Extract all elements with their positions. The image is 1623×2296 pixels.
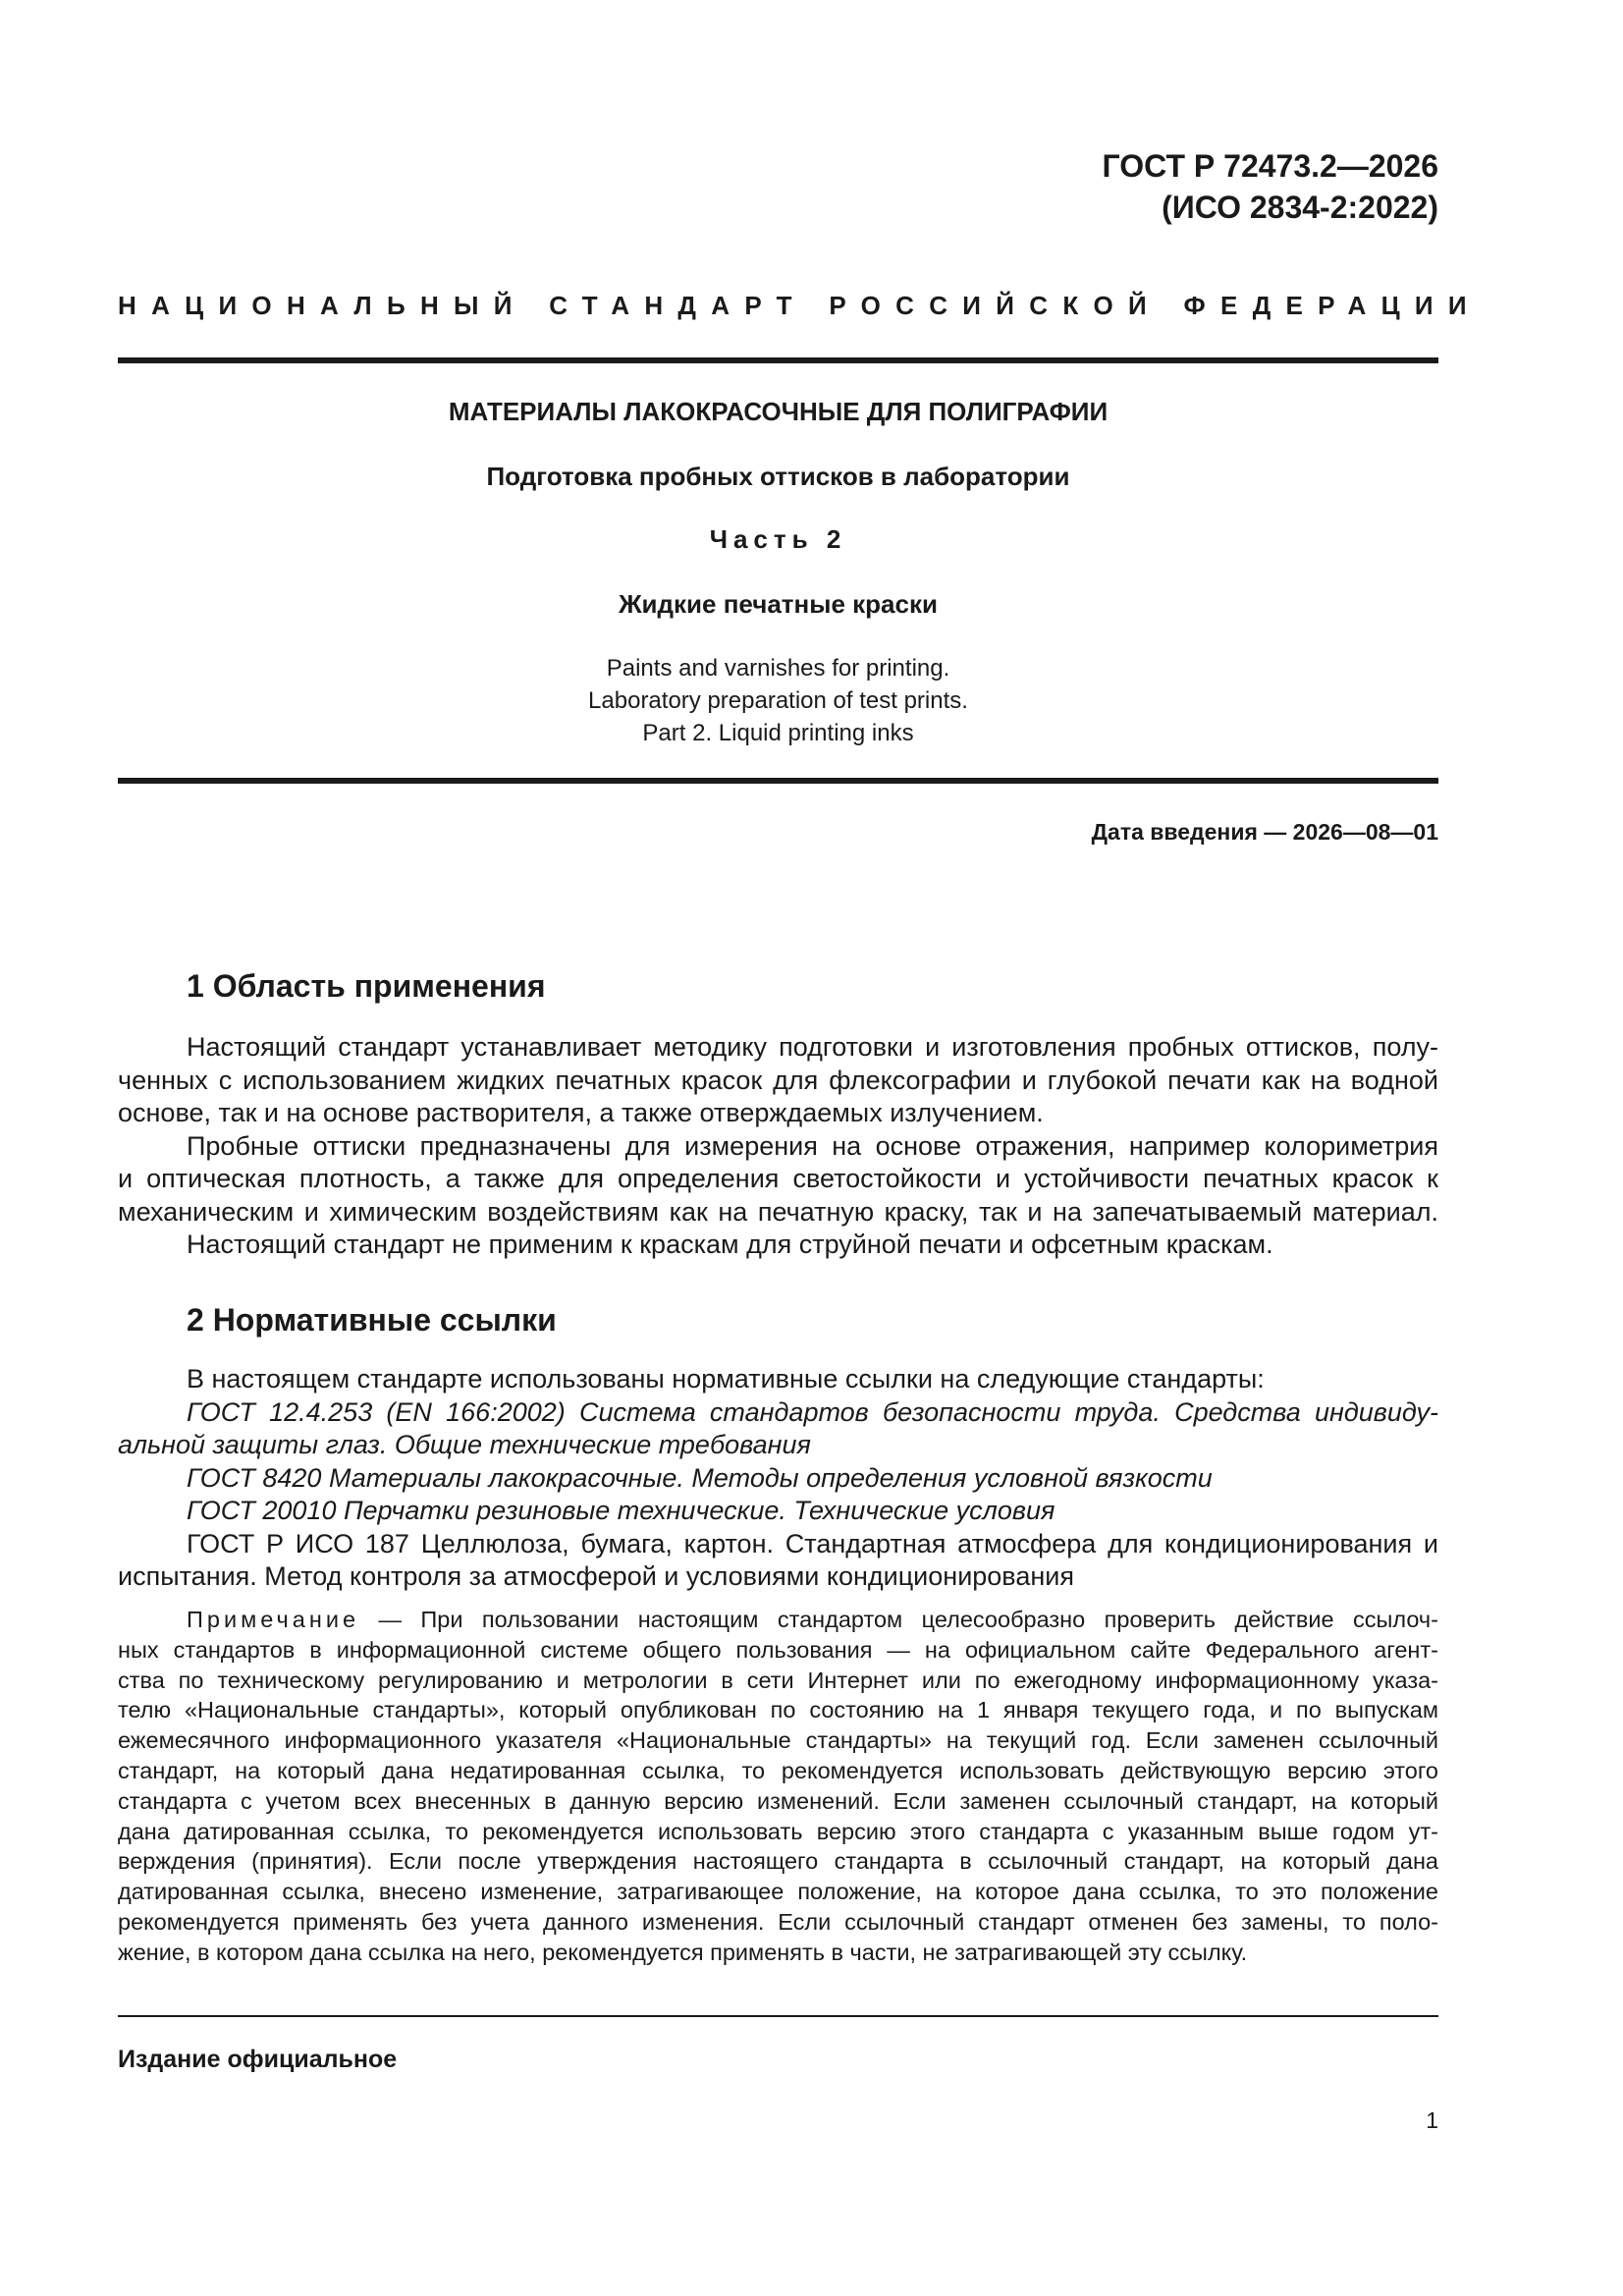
document-title: МАТЕРИАЛЫ ЛАКОКРАСОЧНЫЕ ДЛЯ ПОЛИГРАФИИ <box>448 397 1109 426</box>
note-line: жение, в котором дана ссылка на него, рекомендуется применять в части, не затрагивающей эту ссылку. <box>118 1939 1248 1965</box>
note-line: стандарта с учетом всех внесенных в данную версию изменений. Если заменен ссылочный стандарт, на который <box>118 1787 1438 1814</box>
section-2-body <box>118 1363 1438 1594</box>
reference-line: ГОСТ 20010 Перчатки резиновые технические. Технические условия <box>187 1496 1055 1525</box>
reference-line: ГОСТ 8420 Материалы лакокрасочные. Методы определения условной вязкости <box>187 1462 1213 1493</box>
english-title-line: Paints and varnishes for printing. <box>606 655 950 682</box>
english-title-line: Part 2. Liquid printing inks <box>642 720 914 746</box>
english-title <box>118 652 1438 749</box>
paragraph-line: механическим и химическим воздействиям как на печатную краску, так и на запечатываемый материал. <box>118 1196 1438 1227</box>
section-1-body <box>118 1031 1438 1262</box>
iso-number: (ИСО 2834-2:2022) <box>1162 190 1438 225</box>
paragraph-line: основе, так и на основе растворителя, а также отверждаемых излучением. <box>118 1098 1044 1127</box>
reference-line: альной защиты глаз. Общие технические требования <box>118 1430 811 1459</box>
document-subtitle: Подготовка пробных оттисков в лаборатории <box>486 462 1070 491</box>
note-line: датированная ссылка, внесено изменение, затрагивающее положение, на которое дана ссылка, то это положение <box>118 1879 1438 1905</box>
gost-number: ГОСТ Р 72473.2—2026 <box>1102 148 1438 184</box>
footer-rule <box>118 2015 1438 2017</box>
title-rule <box>118 778 1438 784</box>
paragraph-line: Настоящий стандарт устанавливает методику подготовки и изготовления пробных оттисков, полу- <box>187 1032 1438 1062</box>
paragraph-line: и оптическая плотность, а также для определения светостойкости и устойчивости печатных красок к <box>118 1164 1438 1193</box>
note-line: дана датированная ссылка, то рекомендуется использовать версию этого стандарта с указанным выше годом ут- <box>118 1818 1438 1844</box>
reference-line: ГОСТ Р ИСО 187 Целлюлоза, бумага, картон. Стандартная атмосфера для кондиционирования и <box>187 1528 1438 1558</box>
paragraph-line: В настоящем стандарте использованы нормативные ссылки на следующие стандарты: <box>187 1364 1265 1394</box>
note-line: ежемесячного информационного указателя «Национальные стандарты» на текущий год. Если заменен ссылочный <box>118 1727 1438 1754</box>
note-line: ных стандартов в информационной системе общего пользования — на официальном сайте Федерального агент- <box>118 1636 1438 1663</box>
part-number: Часть 2 <box>709 524 847 554</box>
page-number: 1 <box>1426 2107 1438 2133</box>
note-text: — При пользовании настоящим стандартом целесообразно проверить действие ссылоч- <box>359 1607 1438 1632</box>
reference-line: испытания. Метод контроля за атмосферой и условиями кондиционирования <box>118 1561 1074 1591</box>
reference-line: ГОСТ 12.4.253 (EN 166:2002) Система стандартов безопасности труда. Средства индивиду- <box>187 1396 1438 1427</box>
note-line: рекомендуется применять без учета данного изменения. Если ссылочный стандарт отменен без замены, то поло- <box>118 1908 1438 1935</box>
section-2-heading: 2 Нормативные ссылки <box>187 1302 557 1338</box>
part-title: Жидкие печатные краски <box>619 589 938 619</box>
header-rule <box>118 357 1438 363</box>
note-line: ства по техническому регулированию и метрологии в сети Интернет или по ежегодному информационному указа- <box>118 1667 1438 1693</box>
note-line: телю «Национальные стандарты», который опубликован по состоянию на 1 января текущего года, и по выпускам <box>118 1697 1438 1723</box>
note-line <box>118 1605 1438 1635</box>
standard-designation <box>1103 145 1438 228</box>
english-title-line: Laboratory preparation of test prints. <box>588 687 968 714</box>
national-standard-banner: НАЦИОНАЛЬНЫЙ СТАНДАРТ РОССИЙСКОЙ ФЕДЕРАЦИИ <box>118 291 1482 320</box>
note-label: Примечание <box>187 1607 360 1632</box>
official-edition-label: Издание официальное <box>118 2046 398 2073</box>
note-line: стандарт, на который дана недатированная ссылка, то рекомендуется использовать действующую версию этого <box>118 1757 1438 1783</box>
section-1-heading: 1 Область применения <box>187 968 546 1004</box>
note-line: верждения (принятия). Если после утверждения настоящего стандарта в ссылочный стандарт, на который дана <box>118 1848 1438 1875</box>
paragraph-line: Настоящий стандарт не применим к краскам для струйной печати и офсетным краскам. <box>187 1230 1273 1259</box>
introduction-date: Дата введения — 2026—08—01 <box>1091 819 1438 845</box>
paragraph-line: Пробные оттиски предназначены для измерения на основе отражения, например колориметрия <box>187 1130 1438 1161</box>
note-block <box>118 1605 1438 1968</box>
paragraph-line: ченных с использованием жидких печатных красок для флексографии и глубокой печати как на водной <box>118 1065 1438 1095</box>
